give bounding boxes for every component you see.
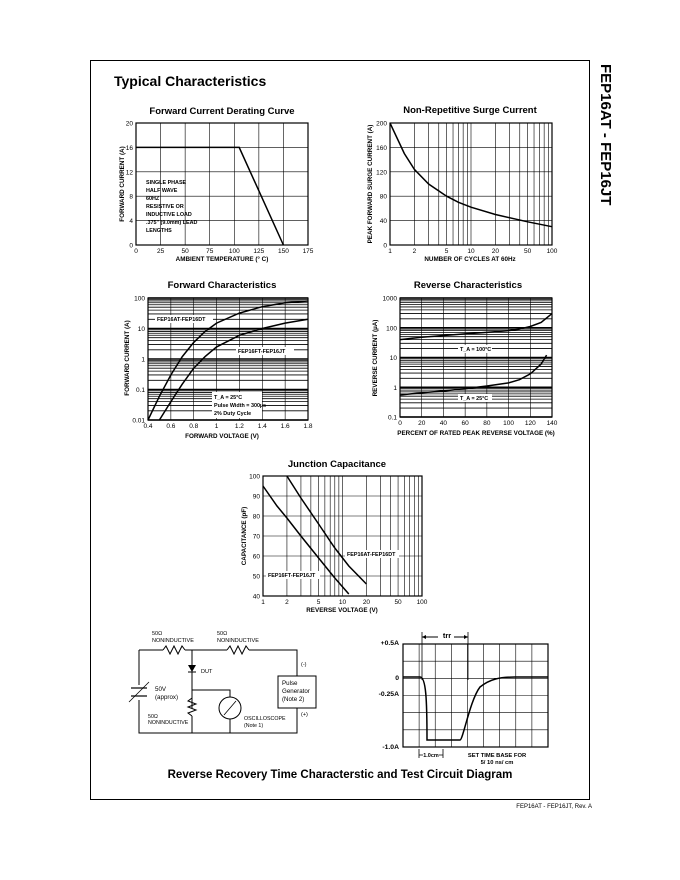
dut-label: DUT [201, 669, 213, 675]
pulse-generator-label: (Note 2) [282, 696, 305, 703]
trr-label: trr [442, 631, 452, 640]
forward-series-label-2: FEP16FT-FEP16JT [238, 349, 286, 355]
reverse-x-tick-label: 0 [398, 420, 402, 427]
forward-x-tick-label: 0.4 [143, 423, 153, 430]
derating-y-tick-label: 16 [125, 144, 133, 152]
derating-x-tick-label: 100 [228, 248, 240, 255]
forward-x-tick-label: 0.6 [166, 423, 176, 430]
capacitance-y-tick-label: 80 [252, 513, 260, 521]
derating-x-tick-label: 175 [302, 248, 314, 255]
derating-annotation-line: .375" (9.0mm) LEAD [146, 220, 198, 226]
forward-y-axis-label: FORWARD CURRENT (A) [124, 320, 131, 396]
recovery-note-line: SET TIME BASE FOR [467, 753, 527, 759]
reverse-y-tick-label: 1000 [382, 295, 397, 303]
derating-x-axis-label: AMBIENT TEMPERATURE (° C) [175, 256, 269, 263]
oscilloscope-needle [224, 701, 236, 715]
derating-title: Forward Current Derating Curve [149, 106, 295, 117]
r2-value: 50Ω [217, 631, 228, 637]
forward-x-tick-label: 1 [214, 423, 219, 430]
forward-annotation-line: Pulse Width = 300µs [214, 403, 267, 409]
forward-x-tick-label: 1.4 [257, 423, 267, 430]
recovery-note-line: 5/ 10 ns/ cm [480, 760, 514, 766]
reverse-y-tick-label: 100 [386, 325, 397, 333]
capacitance-y-tick-label: 100 [249, 473, 260, 481]
reverse-y-tick-label: 10 [389, 355, 397, 362]
recovery-waveform [403, 677, 548, 740]
capacitance-x-tick-label: 20 [362, 599, 371, 606]
forward-x-tick-label: 1.2 [234, 423, 244, 430]
capacitance-y-tick-label: 60 [252, 553, 260, 561]
derating-annotation-line: SINGLE PHASE [146, 180, 187, 186]
pulse-generator-label: Generator [282, 688, 310, 695]
pulse-minus: (-) [301, 662, 307, 668]
surge-y-axis-label: PEAK FORWARD SURGE CURRENT (A) [367, 124, 374, 244]
capacitance-y-tick-label: 90 [252, 493, 260, 501]
derating-annotation-line: LENGTHS [146, 228, 172, 234]
surge-x-axis-label: NUMBER OF CYCLES AT 60Hz [424, 256, 516, 263]
surge-y-tick-label: 120 [376, 169, 387, 177]
derating-annotation-line: INDUCTIVE LOAD [146, 212, 192, 218]
cap-series-label-1: FEP16AT-FEP16DT [347, 552, 396, 558]
r1-desc: NONINDUCTIVE [152, 638, 194, 644]
derating-x-tick-label: 150 [277, 248, 289, 255]
capacitance-x-tick-label: 10 [338, 599, 347, 606]
cap-series-label-2: FEP16FT-FEP16JT [268, 573, 316, 579]
derating-x-tick-label: 0 [134, 248, 138, 255]
pulse-generator-label: Pulse [282, 680, 298, 687]
bottom-caption: Reverse Recovery Time Characterstic and Test Circuit Diagram [167, 769, 513, 781]
surge-x-tick-label: 50 [523, 248, 532, 255]
capacitance-y-tick-label: 50 [252, 573, 260, 581]
reverse-x-tick-label: 80 [483, 420, 491, 427]
surge-y-tick-label: 160 [376, 144, 387, 152]
derating-x-tick-label: 75 [206, 248, 214, 255]
surge-title: Non-Repetitive Surge Current [403, 105, 537, 116]
source-approx: (approx) [155, 694, 179, 701]
surge-y-tick-label: 40 [379, 218, 387, 226]
surge-x-tick-label: 100 [546, 248, 558, 255]
derating-y-tick-label: 20 [125, 120, 133, 128]
reverse-x-axis-label: PERCENT OF RATED PEAK REVERSE VOLTAGE (%) [397, 430, 555, 437]
recovery-chart [403, 644, 548, 747]
resistor-r2 [227, 646, 249, 654]
scope-label: OSCILLOSCOPE [244, 716, 286, 722]
forward-y-tick-label: 0.01 [132, 417, 145, 425]
capacitance-x-tick-label: 50 [394, 599, 402, 606]
derating-y-axis-label: FORWARD CURRENT (A) [119, 146, 126, 222]
surge-x-tick-label: 10 [467, 248, 475, 255]
forward-title: Forward Characteristics [167, 280, 277, 291]
reverse-x-tick-label: 140 [546, 420, 558, 427]
capacitance-x-axis-label: REVERSE VOLTAGE (V) [306, 607, 378, 614]
capacitance-x-tick-label: 100 [416, 599, 428, 606]
forward-annotation-line: 2% Duty Cycle [214, 411, 252, 417]
scope-note: (Note 1) [244, 723, 264, 729]
recovery-y-label: 0 [395, 675, 399, 682]
derating-annotation-line: HALF WAVE [146, 188, 178, 194]
r3-desc: NONINDUCTIVE [148, 720, 189, 726]
derating-x-tick-label: 25 [156, 248, 165, 255]
footer-rev: FEP16AT - FEP16JT, Rev. A [516, 804, 592, 810]
forward-y-tick-label: 10 [137, 326, 145, 333]
surge-x-tick-label: 2 [412, 248, 417, 255]
derating-annotation-line: RESISTIVE OR [146, 204, 184, 210]
derating-y-tick-label: 4 [129, 218, 133, 226]
pulse-plus: (+) [301, 712, 308, 718]
forward-x-tick-label: 1.8 [303, 423, 313, 430]
circuit-wire [192, 690, 230, 697]
recovery-y-label: +0.5A [380, 640, 399, 647]
capacitance-y-tick-label: 70 [252, 533, 260, 541]
derating-annotation-line: 60HZ [146, 196, 160, 202]
reverse-x-tick-label: 60 [461, 420, 469, 427]
surge-y-tick-label: 0 [383, 242, 387, 250]
recovery-y-label: -1.0A [382, 744, 399, 751]
capacitance-title: Junction Capacitance [287, 459, 387, 470]
forward-y-tick-label: 0.1 [135, 387, 145, 394]
surge-chart [390, 123, 552, 245]
forward-annotation-line: T_A = 25°C [214, 395, 243, 401]
surge-y-tick-label: 200 [376, 120, 387, 128]
derating-y-tick-label: 12 [125, 169, 133, 177]
forward-y-tick-label: 100 [134, 295, 145, 303]
source-voltage: 50V [155, 686, 167, 693]
reverse-x-tick-label: 40 [439, 420, 448, 427]
circuit-wire [249, 650, 297, 676]
reverse-y-axis-label: REVERSE CURRENT (µA) [372, 319, 379, 397]
reverse-y-tick-label: 1 [393, 384, 397, 392]
derating-x-tick-label: 50 [181, 248, 189, 255]
capacitance-x-tick-label: 5 [316, 599, 321, 606]
dut-diode-icon [188, 665, 196, 672]
forward-series-label-1: FEP16AT-FEP16DT [157, 317, 206, 323]
derating-y-tick-label: 8 [129, 193, 133, 201]
r3-value: 50Ω [148, 714, 158, 720]
reverse-series-label-1: T_A = 100°C [460, 347, 492, 353]
forward-x-tick-label: 1.6 [280, 423, 290, 430]
section-title: Typical Characteristics [114, 73, 267, 89]
surge-x-tick-label: 20 [491, 248, 500, 255]
time-label: 1.0cm [423, 753, 439, 759]
reverse-title: Reverse Characteristics [413, 280, 523, 291]
surge-y-tick-label: 80 [379, 193, 387, 201]
derating-y-tick-label: 0 [129, 242, 133, 250]
resistor-r1 [163, 646, 185, 654]
surge-x-tick-label: 1 [388, 248, 392, 255]
r1-value: 50Ω [152, 631, 163, 637]
capacitance-y-tick-label: 40 [252, 593, 260, 601]
recovery-y-label: -0.25A [378, 691, 399, 698]
forward-x-tick-label: 0.8 [189, 423, 199, 430]
reverse-x-tick-label: 100 [503, 420, 515, 427]
reverse-y-tick-label: 0.1 [387, 414, 397, 422]
surge-x-tick-label: 5 [444, 248, 449, 255]
reverse-series-line [400, 314, 552, 340]
reverse-x-tick-label: 120 [524, 420, 536, 427]
forward-y-tick-label: 1 [141, 356, 145, 364]
capacitance-x-tick-label: 2 [285, 599, 289, 606]
capacitance-y-axis-label: CAPACITANCE (pF) [241, 506, 248, 566]
reverse-x-tick-label: 20 [418, 420, 426, 427]
capacitance-x-tick-label: 1 [261, 599, 265, 606]
derating-x-tick-label: 125 [253, 248, 265, 255]
forward-x-axis-label: FORWARD VOLTAGE (V) [185, 433, 259, 440]
r2-desc: NONINDUCTIVE [217, 638, 259, 644]
side-title: FEP16AT - FEP16JT [597, 64, 614, 206]
reverse-series-label-2: T_A = 25°C [460, 396, 489, 402]
